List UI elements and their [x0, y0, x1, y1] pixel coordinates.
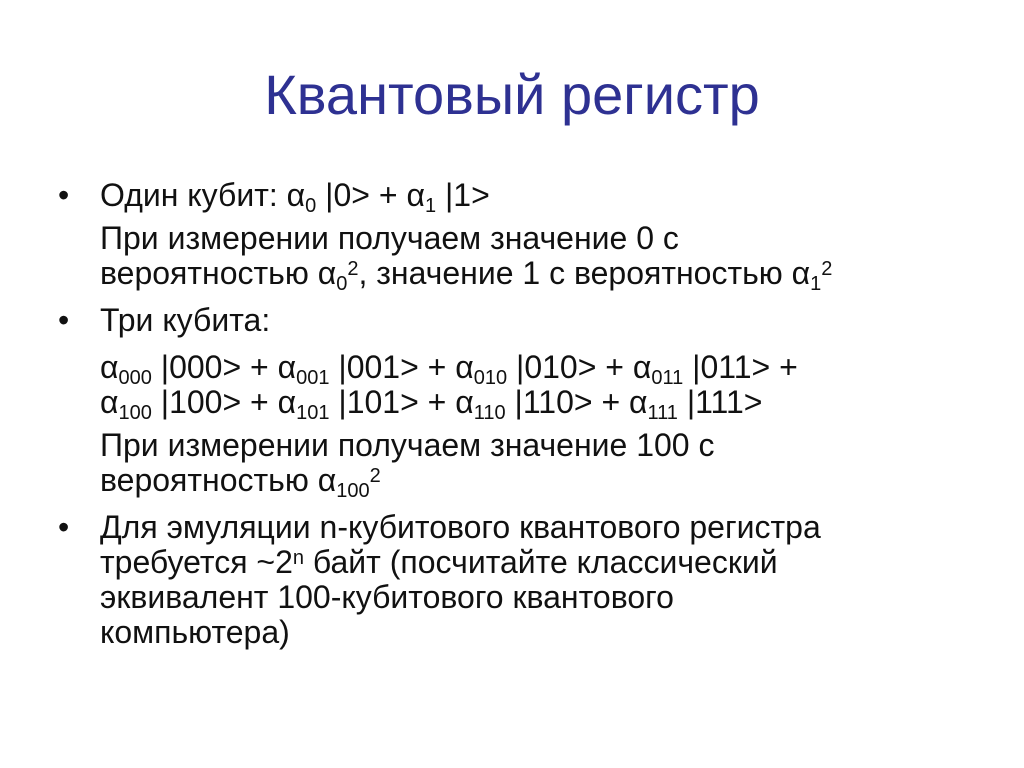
slide-title: Квантовый регистр: [264, 63, 760, 126]
formula-line: $\alpha_{100}$ $|100> + \alpha_{101}$ $|101> + \alpha_{110}$ $|110> + \alpha_{111}$ |111>: [100, 384, 763, 425]
formula-line: $\alpha_{000}$ $|000> + \alpha_{001}$ $|001> + \alpha_{010}$ $|010> + \alpha_{011}$ |011> +: [100, 349, 798, 390]
three-qubits-measurement-desc: [100, 427, 980, 503]
desc-line: При измерении получаем значение 100 с: [100, 427, 715, 463]
desc-line: вероятностью $\alpha_0^2$, значение 1 с вероятностью $\alpha_1^2$: [100, 255, 833, 296]
emulation-line: Для эмуляции n-кубитового квантового регистра: [100, 509, 821, 545]
bullet-icon: •: [58, 509, 70, 545]
bullet-icon: •: [58, 302, 70, 338]
bullet-item-three-qubits: [58, 302, 980, 338]
emulation-line: эквивалент 100-кубитового квантового: [100, 579, 674, 615]
desc-line: вероятностью $\alpha_{100}^2$: [100, 462, 381, 503]
desc-line: При измерении получаем значение 0 с: [100, 220, 679, 256]
bullet-item-one-qubit: [58, 177, 980, 218]
one-qubit-formula: Один кубит: $\alpha_0$ $|0> + \alpha_1$ |1>: [100, 177, 490, 218]
emulation-line: компьютера): [100, 614, 290, 650]
three-qubits-label: Три кубита:: [100, 302, 271, 338]
bullet-item-emulation: [58, 509, 980, 650]
three-qubits-formula: [100, 349, 980, 425]
emulation-line: требуется ~2$^n$ байт (посчитайте классический: [100, 544, 778, 580]
one-qubit-measurement-desc: [100, 220, 980, 296]
slide-body: [58, 177, 980, 650]
bullet-icon: •: [58, 177, 70, 213]
